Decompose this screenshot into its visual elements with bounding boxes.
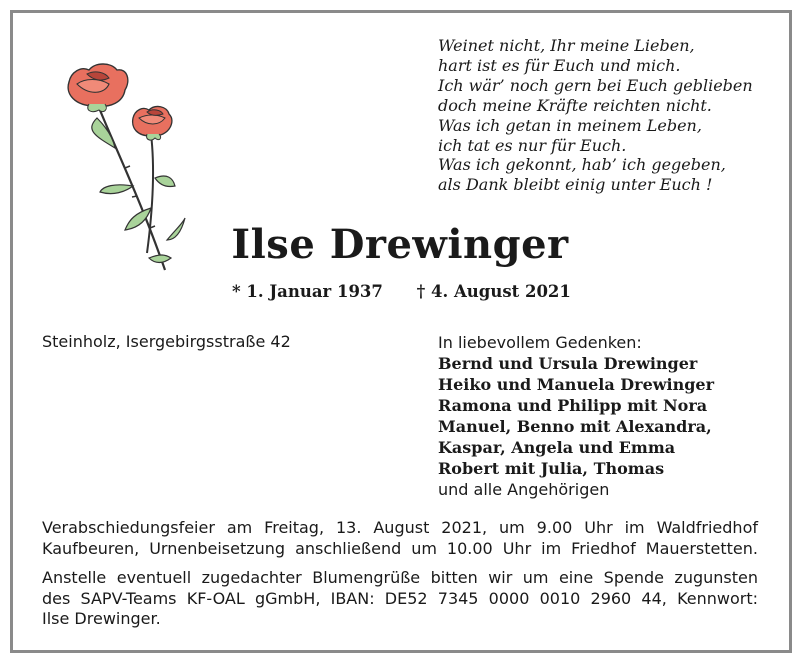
donation-line: des SAPV-Teams KF-OAL gGmbH, IBAN: DE52 7345 0000 0010 2960 44, Kennwort: — [42, 588, 758, 608]
donation-line: Anstelle eventuell zugedachter Blumengrüße bitten wir um eine Spende zugunsten — [42, 568, 758, 587]
poem-line: Was ich getan in meinem Leben, — [438, 115, 702, 135]
poem-line: hart ist es für Euch und mich. — [438, 55, 681, 75]
deceased-name: Ilse Drewinger — [231, 221, 569, 268]
mourner-line: Manuel, Benno mit Alexandra, — [438, 417, 712, 436]
address: Steinholz, Isergebirgsstraße 42 — [42, 332, 291, 351]
poem-line: Was ich gekonnt, hab’ ich gegeben, — [438, 155, 726, 175]
mourners-names — [438, 353, 714, 479]
funeral-line: Verabschiedungsfeier am Freitag, 13. August 2021, um 9.00 Uhr im Waldfriedhof — [42, 518, 758, 537]
mourner-line: Heiko und Manuela Drewinger — [438, 375, 715, 394]
donation-line: Ilse Drewinger. — [42, 609, 161, 628]
mourner-line: Robert mit Julia, Thomas — [438, 459, 665, 478]
small-rose — [133, 107, 172, 141]
large-rose — [68, 64, 128, 112]
funeral-notice — [42, 518, 758, 559]
poem-line: Weinet nicht, Ihr meine Lieben, — [438, 36, 695, 55]
poem — [438, 36, 778, 195]
death-date: † 4. August 2021 — [416, 282, 571, 301]
mourner-line: Ramona und Philipp mit Nora — [438, 396, 708, 415]
life-dates — [232, 282, 571, 301]
birth-date: * 1. Januar 1937 — [232, 282, 383, 301]
poem-line: Ich wär’ noch gern bei Euch geblieben — [438, 75, 753, 95]
mourners-block — [438, 332, 714, 500]
poem-line: ich tat es nur für Euch. — [438, 135, 627, 155]
mourners-intro: In liebevollem Gedenken: — [438, 333, 642, 352]
funeral-line: Kaufbeuren, Urnenbeisetzung anschließend um 10.00 Uhr im Friedhof Mauerstetten. — [42, 538, 758, 558]
mourner-line: Kaspar, Angela und Emma — [438, 438, 676, 457]
poem-line: als Dank bleibt einig unter Euch ! — [438, 175, 713, 195]
donation-notice — [42, 568, 758, 630]
mourner-line: Bernd und Ursula Drewinger — [438, 354, 698, 373]
poem-line: doch meine Kräfte reichten nicht. — [438, 95, 712, 115]
mourners-outro: und alle Angehörigen — [438, 480, 610, 499]
deceased-name-row — [0, 221, 800, 268]
